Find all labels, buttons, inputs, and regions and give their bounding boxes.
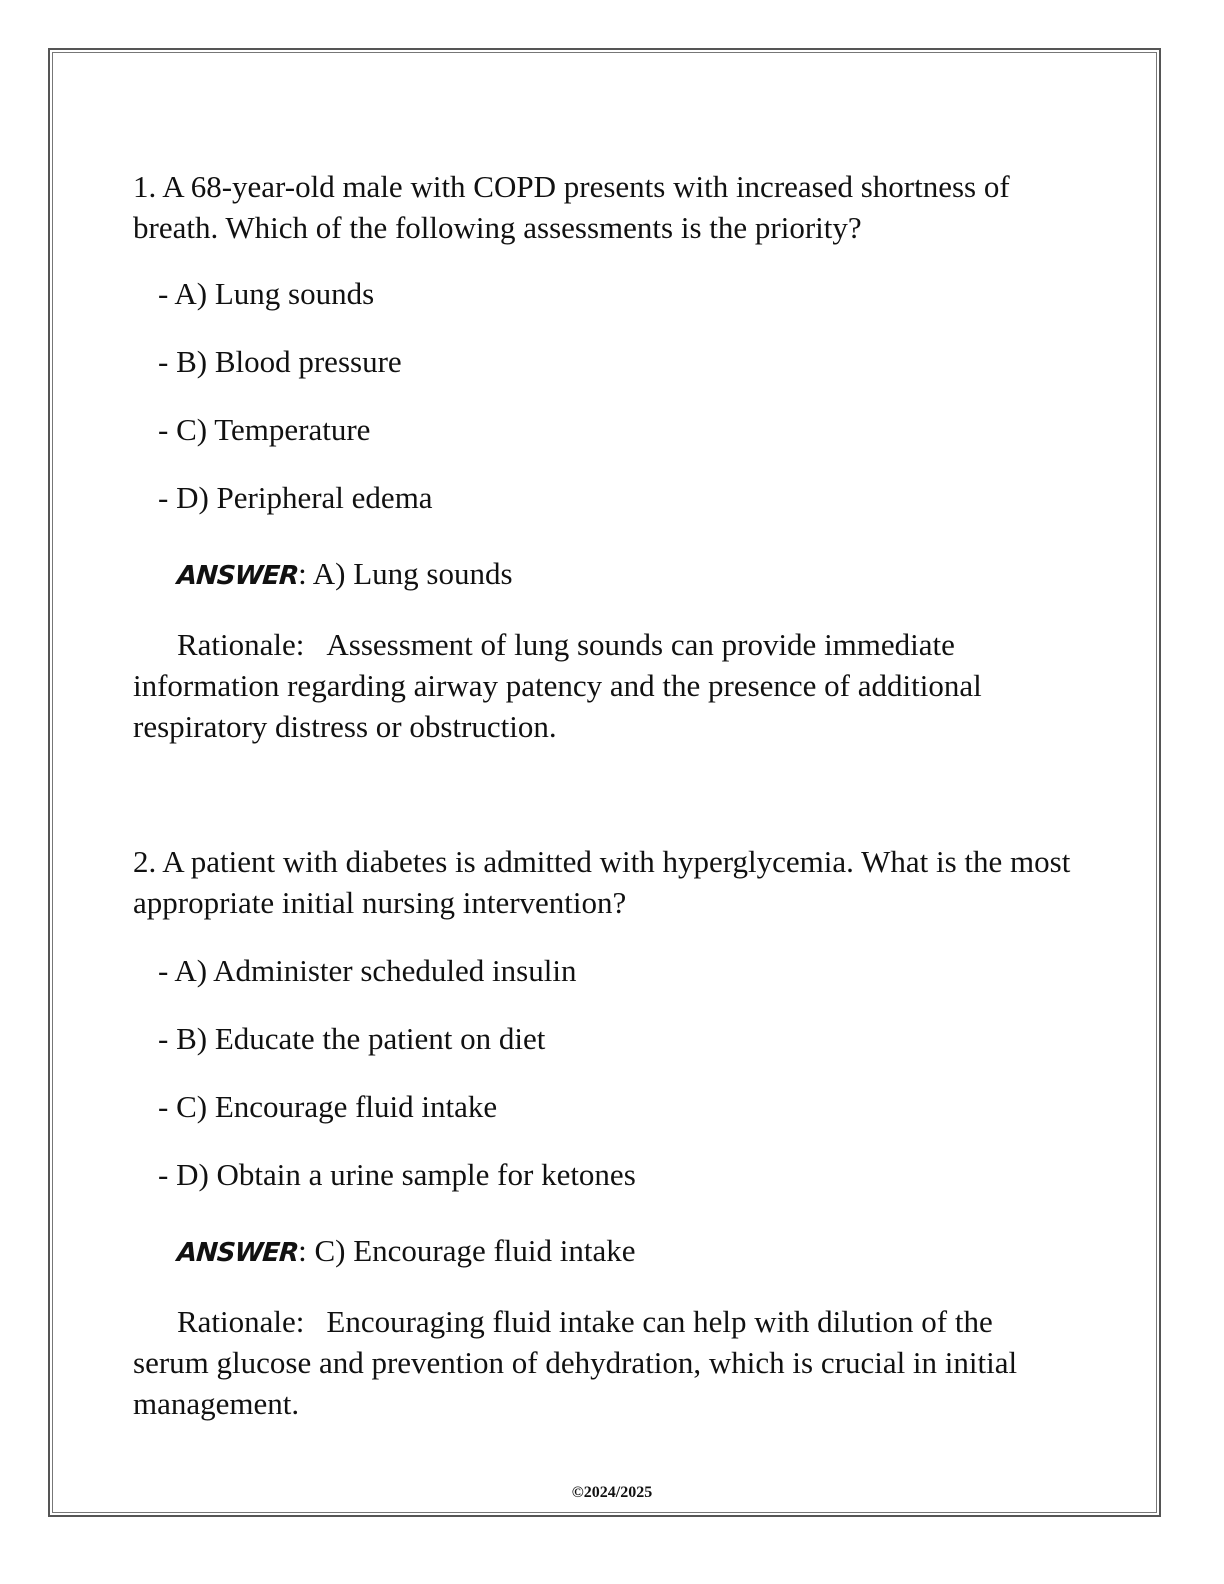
option-d: - D) Peripheral edema xyxy=(158,480,433,515)
answer-label: ANSWER xyxy=(175,1238,300,1268)
option-b: - B) Blood pressure xyxy=(158,344,402,379)
document-content xyxy=(133,166,1073,1424)
rationale-label: Rationale: xyxy=(177,1304,305,1339)
option-a: - A) Lung sounds xyxy=(158,276,375,311)
question-block-2 xyxy=(133,841,1073,1424)
option-a: - A) Administer scheduled insulin xyxy=(158,953,577,988)
rationale-text: Encouraging fluid intake can help with dilution of the serum glucose and prevention of dehydration, which is crucial in initial management. xyxy=(133,1304,1018,1421)
rationale-label: Rationale: xyxy=(177,627,305,662)
answer-label: ANSWER xyxy=(175,561,300,591)
answer-line xyxy=(133,1230,1073,1274)
copyright-footer: ©2024/2025 xyxy=(571,1484,653,1501)
answer-line xyxy=(133,553,1073,597)
answer-text: : A) Lung sounds xyxy=(298,556,513,591)
option-c: - C) Temperature xyxy=(158,412,371,447)
rationale xyxy=(133,1301,1073,1424)
question-text: 2. A patient with diabetes is admitted with hyperglycemia. What is the most appropriate initial nursing intervention? xyxy=(133,844,1071,920)
option-c: - C) Encourage fluid intake xyxy=(158,1089,498,1124)
rationale xyxy=(133,624,1073,747)
answer-text: : C) Encourage fluid intake xyxy=(298,1233,636,1268)
option-b: - B) Educate the patient on diet xyxy=(158,1021,546,1056)
question-text: 1. A 68-year-old male with COPD presents with increased shortness of breath. Which of the following assessments is the priority? xyxy=(133,169,1010,245)
option-d: - D) Obtain a urine sample for ketones xyxy=(158,1157,636,1192)
rationale-text: Assessment of lung sounds can provide immediate information regarding airway patency and the presence of additional respiratory distress or obstruction. xyxy=(133,627,982,744)
question-block-1 xyxy=(133,166,1073,747)
